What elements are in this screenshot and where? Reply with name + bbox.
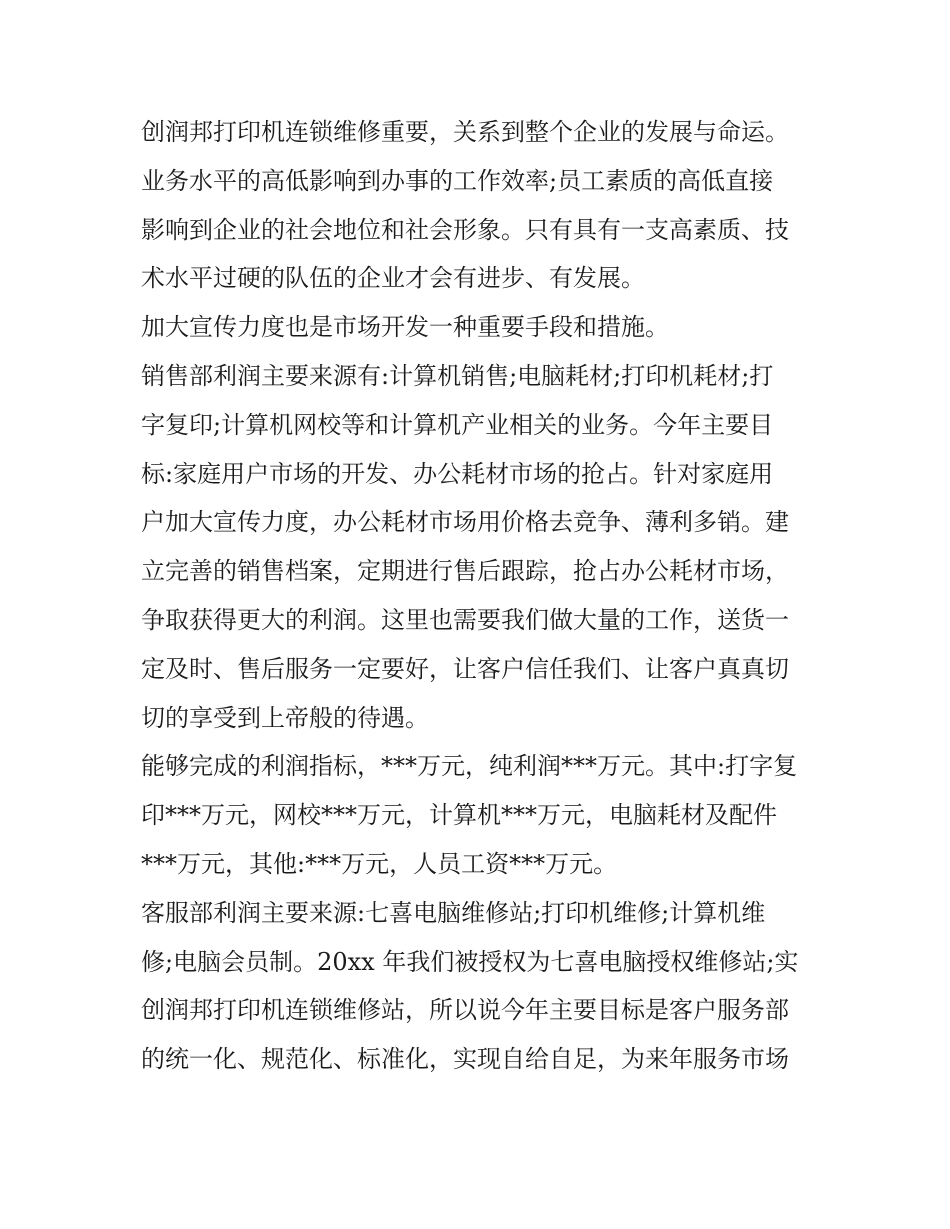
text-line: 修;电脑会员制。20xx 年我们被授权为七喜电脑授权维修站;实 — [141, 947, 799, 976]
text-line: 术水平过硬的队伍的企业才会有进步、有发展。 — [141, 264, 645, 293]
text-line: 业务水平的高低影响到办事的工作效率;员工素质的高低直接 — [141, 166, 774, 195]
text-line: 加大宣传力度也是市场开发一种重要手段和措施。 — [141, 313, 669, 342]
text-line: 能够完成的利润指标，***万元，纯利润***万元。其中:打字复 — [141, 752, 798, 781]
text-line: 争取获得更大的利润。这里也需要我们做大量的工作，送货一 — [141, 605, 789, 634]
text-line: 立完善的销售档案，定期进行售后跟踪，抢占办公耗材市场， — [141, 557, 789, 586]
text-line: 影响到企业的社会地位和社会形象。只有具有一支高素质、技 — [141, 215, 789, 244]
text-line: 字复印;计算机网校等和计算机产业相关的业务。今年主要目 — [141, 410, 774, 439]
text-line: 标:家庭用户市场的开发、办公耗材市场的抢占。针对家庭用 — [141, 459, 774, 488]
text-line: 定及时、售后服务一定要好，让客户信任我们、让客户真真切 — [141, 654, 789, 683]
text-line: 的统一化、规范化、标准化，实现自给自足，为来年服务市场 — [141, 1045, 789, 1074]
text-line: 印***万元，网校***万元，计算机***万元，电脑耗材及配件 — [141, 801, 777, 830]
text-line: 销售部利润主要来源有:计算机销售;电脑耗材;打印机耗材;打 — [141, 361, 774, 390]
text-line: 客服部利润主要来源:七喜电脑维修站;打印机维修;计算机维 — [141, 898, 766, 927]
text-line: 切的享受到上帝般的待遇。 — [141, 703, 429, 732]
text-line: 户加大宣传力度，办公耗材市场用价格去竞争、薄利多销。建 — [141, 508, 789, 537]
document-body — [141, 108, 821, 1084]
text-line: 创润邦打印机连锁维修站，所以说今年主要目标是客户服务部 — [141, 996, 789, 1025]
text-line: 创润邦打印机连锁维修重要，关系到整个企业的发展与命运。 — [141, 118, 789, 146]
text-line: ***万元，其他:***万元，人员工资***万元。 — [141, 849, 618, 878]
